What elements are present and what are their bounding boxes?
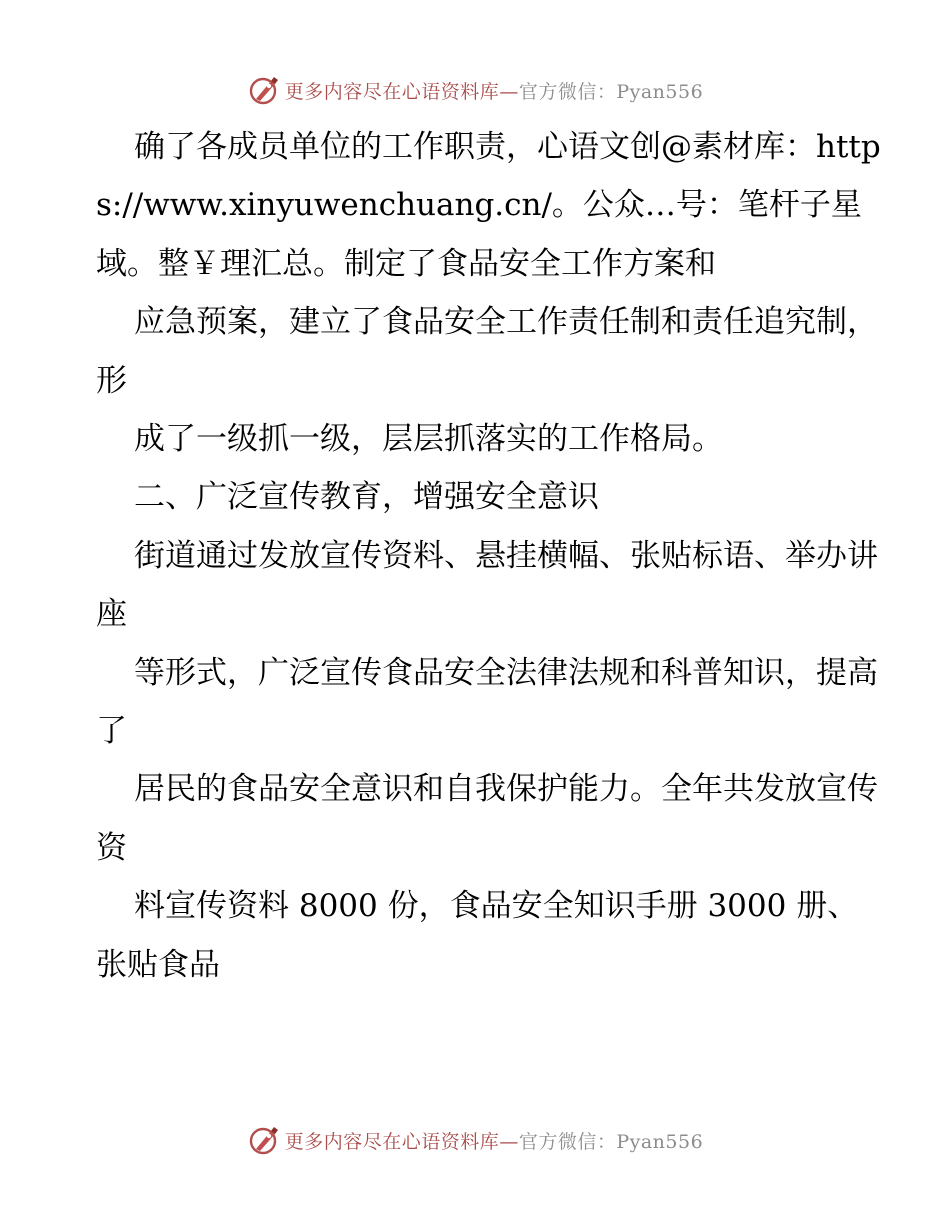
watermark-wechat-label: 官方微信： xyxy=(518,80,617,103)
watermark-text xyxy=(285,77,703,104)
document-body xyxy=(96,118,886,994)
header-watermark-banner xyxy=(0,70,950,110)
watermark-dash: — xyxy=(499,1130,519,1153)
section-heading: 二、广泛宣传教育，增强安全意识 xyxy=(134,479,599,516)
paragraph: 料宣传资料 8000 份，食品安全知识手册 3000 册、张贴食品 xyxy=(96,888,859,983)
paragraph: 确了各成员单位的工作职责，心语文创@素材库：https://www.xinyuwenchuang.cn/。公众…号：笔杆子星域。整￥理汇总。制定了食品安全工作方案和 xyxy=(96,129,881,282)
watermark-main-text: 更多内容尽在心语资料库 xyxy=(284,80,500,103)
footer-watermark-banner xyxy=(0,1120,950,1160)
paragraph: 成了一级抓一级，层层抓落实的工作格局。 xyxy=(134,421,723,458)
paragraph: 应急预案，建立了食品安全工作责任制和责任追究制，形 xyxy=(96,304,878,399)
watermark-main-text: 更多内容尽在心语资料库 xyxy=(284,1130,500,1153)
watermark-dash: — xyxy=(499,80,519,103)
pen-logo-icon xyxy=(247,1123,281,1157)
paragraph: 街道通过发放宣传资料、悬挂横幅、张贴标语、举办讲座 xyxy=(96,537,878,633)
watermark-wechat-id: Pyan556 xyxy=(616,1130,704,1153)
watermark-wechat-id: Pyan556 xyxy=(616,80,704,103)
pen-logo-icon xyxy=(247,73,281,107)
paragraph: 等形式，广泛宣传食品安全法律法规和科普知识，提高了 xyxy=(96,654,878,750)
watermark-wechat-label: 官方微信： xyxy=(518,1130,617,1153)
watermark-text xyxy=(285,1127,703,1154)
paragraph: 居民的食品安全意识和自我保护能力。全年共发放宣传资 xyxy=(96,771,878,866)
